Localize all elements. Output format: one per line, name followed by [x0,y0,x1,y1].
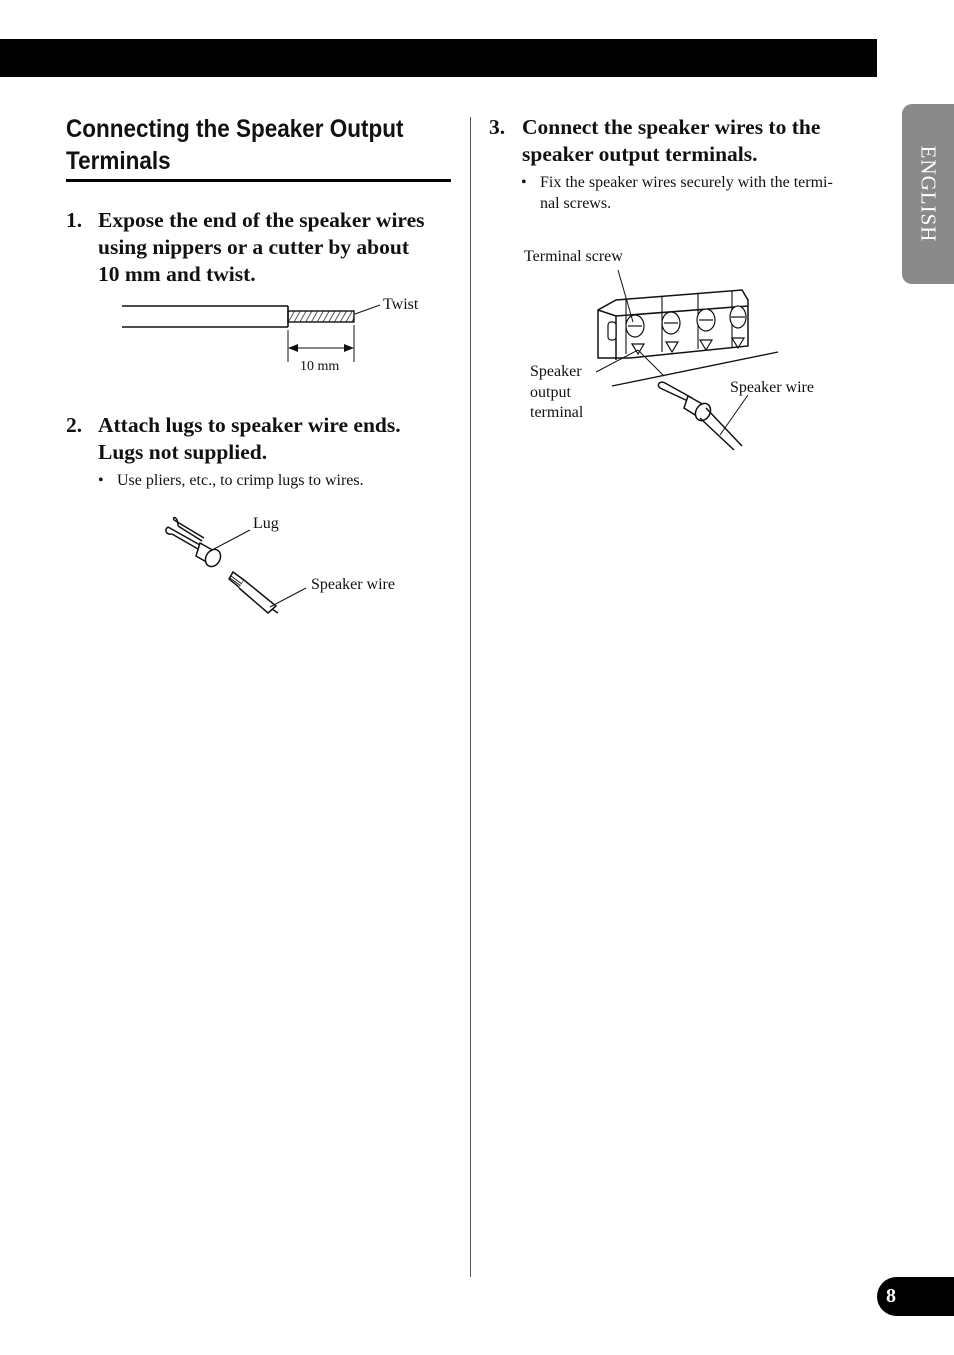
wire-leader [270,588,306,607]
lug-label: Lug [253,515,279,532]
bullet-dot: • [98,472,104,489]
step-3-line-2: speaker output terminals. [522,142,758,166]
language-tab [902,104,954,284]
wire-insulation [122,306,288,327]
step-2-line-2: Lugs not supplied. [98,440,268,464]
twist-label: Twist [383,296,419,313]
lug-leader [212,530,250,550]
length-label: 10 mm [300,359,340,374]
section-title: Connecting the Speaker Output Terminals [66,115,404,175]
step-3-bullet [521,172,881,216]
terminal-screw-label: Terminal screw [524,248,623,265]
twisted-conductor [288,311,354,322]
step-2-bullet-text: Use pliers, etc., to crimp lugs to wires. [117,472,364,489]
output-terminal-label-line-1: Speaker [530,363,582,380]
step-2-bullet [98,470,458,492]
bullet-dot: • [521,174,527,191]
step-1-number: 1. [66,208,83,232]
output-terminal-label-line-2: output [530,384,571,401]
step-3-number: 3. [489,115,506,139]
step-2-number: 2. [66,413,83,437]
page-number-badge [877,1277,954,1316]
step-3-bullet-line-1: Fix the speaker wires securely with the termi- [540,174,833,191]
speaker-wire-label-2: Speaker wire [730,379,814,396]
step-1-line-3: 10 mm and twist. [98,262,256,286]
step-3-bullet-line-2: nal screws. [540,195,612,212]
lug-figure [160,510,330,620]
header-bar [0,39,877,77]
wire-leader-3 [720,395,748,435]
language-tab-label: ENGLISH [916,145,941,243]
step-1-line-1: Expose the end of the speaker wires [98,208,425,232]
lug [166,518,224,570]
speaker-wire-label-1: Speaker wire [311,576,395,593]
step-2-line-1: Attach lugs to speaker wire ends. [98,413,401,437]
step-3 [489,114,879,170]
twist-leader [355,305,380,314]
output-terminal-label-line-3: terminal [530,404,584,421]
step-1-line-2: using nippers or a cutter by about [98,235,410,259]
step-2 [66,412,456,468]
title-rule [66,179,451,182]
column-divider [470,117,471,1277]
page-number: 8 [886,1285,896,1307]
step-1 [66,207,456,289]
step-3-line-1: Connect the speaker wires to the [522,115,821,139]
